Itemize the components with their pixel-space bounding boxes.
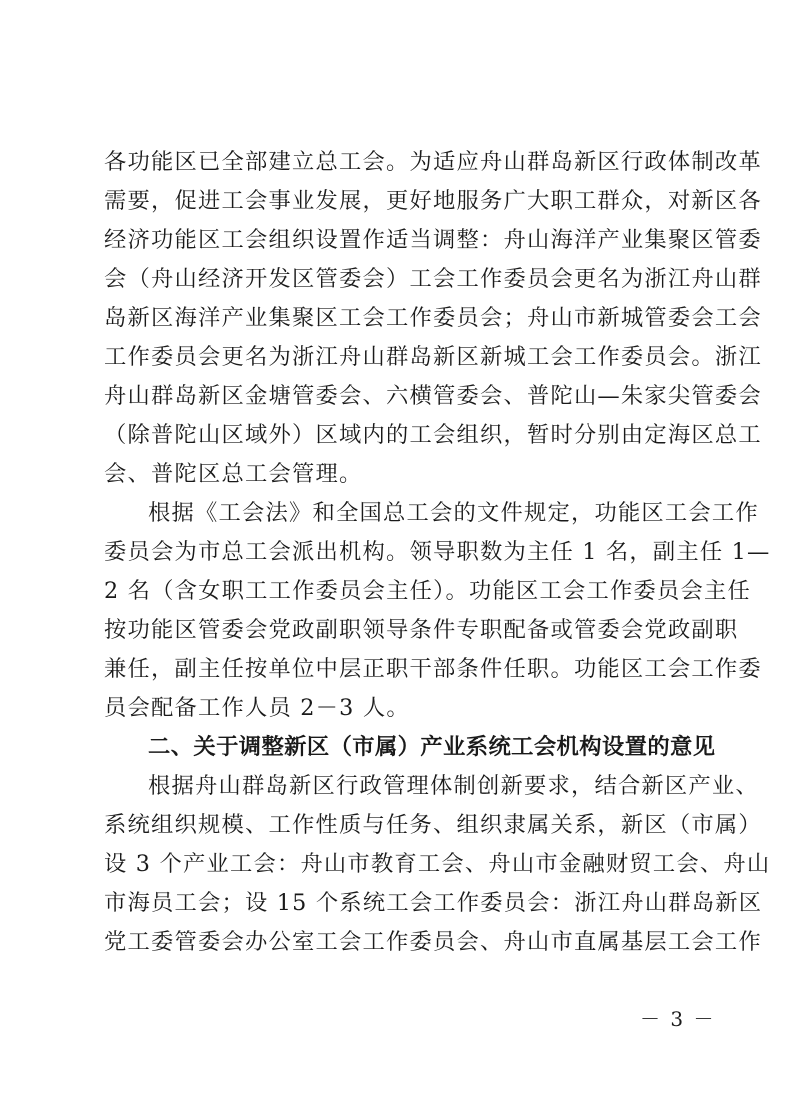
text-line: 设 3 个产业工会：舟山市教育工会、舟山市金融财贸工会、舟山 <box>104 851 771 877</box>
text-line: 会、普陀区总工会管理。 <box>104 461 363 487</box>
text-line: 市海员工会；设 15 个系统工会工作委员会：浙江舟山群岛新区 <box>104 890 763 916</box>
paragraph-first-line: 根据舟山群岛新区行政管理体制创新要求，结合新区产业、 <box>148 773 759 799</box>
text-line: 舟山群岛新区金塘管委会、六横管委会、普陀山—朱家尖管委会 <box>104 383 762 409</box>
text-line: 2 名（含女职工工作委员会主任）。功能区工会工作委员会主任 <box>104 578 751 604</box>
section-heading: 二、关于调整新区（市属）产业系统工会机构设置的意见 <box>148 734 716 760</box>
text-line: 工作委员会更名为浙江舟山群岛新区新城工会工作委员会。浙江 <box>104 344 762 370</box>
text-line: 需要，促进工会事业发展，更好地服务广大职工群众，对新区各 <box>104 188 762 214</box>
document-body <box>104 143 771 962</box>
paragraph-first-line: 根据《工会法》和全国总工会的文件规定，功能区工会工作 <box>148 500 759 526</box>
text-line: 经济功能区工会组织设置作适当调整：舟山海洋产业集聚区管委 <box>104 227 762 253</box>
text-line: 系统组织规模、工作性质与任务、组织隶属关系，新区（市属） <box>104 812 762 838</box>
text-line: 兼任，副主任按单位中层正职干部条件任职。功能区工会工作委 <box>104 656 762 682</box>
text-line: 委员会为市总工会派出机构。领导职数为主任 1 名，副主任 1— <box>104 539 771 565</box>
text-line: 党工委管委会办公室工会工作委员会、舟山市直属基层工会工作 <box>104 929 762 955</box>
text-line: 岛新区海洋产业集聚区工会工作委员会；舟山市新城管委会工会 <box>104 305 762 331</box>
text-line: 各功能区已全部建立总工会。为适应舟山群岛新区行政体制改革 <box>104 149 762 175</box>
page-number: － 3 － <box>640 1007 716 1031</box>
text-line: 按功能区管委会党政副职领导条件专职配备或管委会党政副职 <box>104 617 739 643</box>
text-line: 会（舟山经济开发区管委会）工会工作委员会更名为浙江舟山群 <box>104 266 762 292</box>
text-line: （除普陀山区域外）区域内的工会组织，暂时分别由定海区总工 <box>104 422 762 448</box>
text-line: 员会配备工作人员 2－3 人。 <box>104 695 410 721</box>
